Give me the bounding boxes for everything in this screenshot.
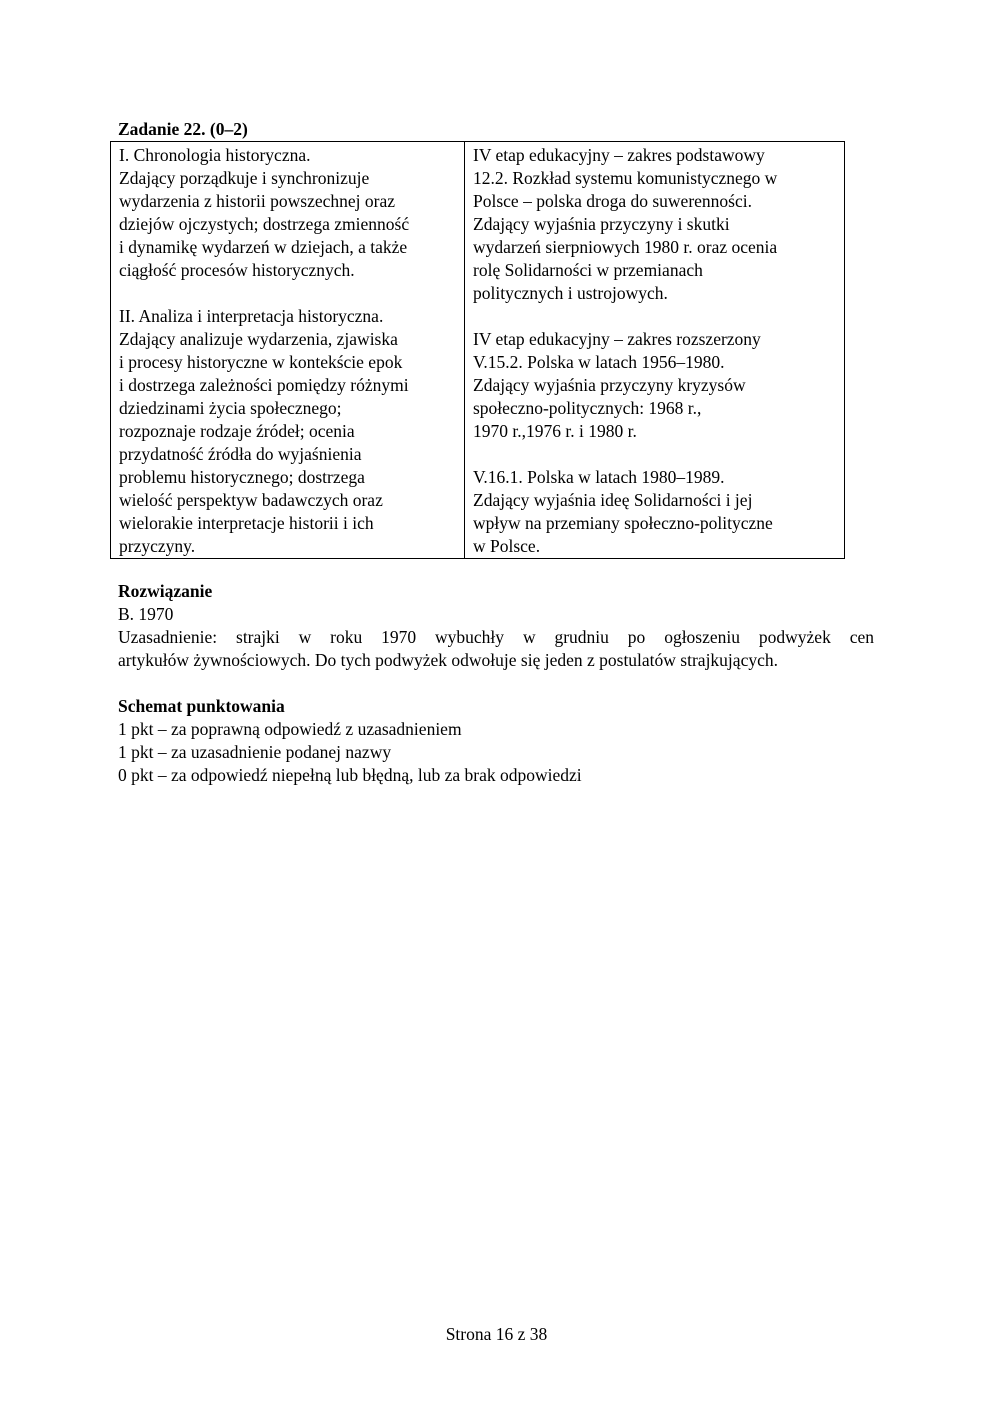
req-right-line: 12.2. Rozkład systemu komunistycznego w xyxy=(473,168,778,188)
solution-justification-line: artykułów żywnościowych. Do tych podwyżek odwołuje się jeden z postulatów strajkujących. xyxy=(118,650,778,670)
req-right-line: wpływ na przemiany społeczno-polityczne xyxy=(473,513,773,533)
spacer xyxy=(473,443,836,466)
req-right-line: IV etap edukacyjny – zakres podstawowy xyxy=(473,145,765,165)
scoring-item: 1 pkt – za uzasadnienie podanej nazwy xyxy=(118,742,392,762)
scoring-item: 0 pkt – za odpowiedź niepełną lub błędną, lub za brak odpowiedzi xyxy=(118,765,582,785)
req-right-line: Zdający wyjaśnia przyczyny kryzysów xyxy=(473,375,746,395)
req-left-line: wielość perspektyw badawczych oraz xyxy=(119,490,383,510)
spacer xyxy=(473,305,836,328)
requirements-row xyxy=(111,142,845,559)
req-left-line: przydatność źródła do wyjaśnienia xyxy=(119,444,362,464)
req-left-line: Zdający analizuje wydarzenia, zjawiska xyxy=(119,329,398,349)
scoring-heading: Schemat punktowania xyxy=(118,696,285,716)
general-requirements-cell xyxy=(111,142,465,559)
req-right-line: IV etap edukacyjny – zakres rozszerzony xyxy=(473,329,761,349)
req-right-line: Polsce – polska droga do suwerenności. xyxy=(473,191,752,211)
task-title: Zadanie 22. (0–2) xyxy=(118,119,248,139)
req-left-line: i dynamikę wydarzeń w dziejach, a także xyxy=(119,237,408,257)
req-right-line: rolę Solidarności w przemianach xyxy=(473,260,703,280)
req-right-line: w Polsce. xyxy=(473,536,541,556)
detailed-requirements-cell xyxy=(465,142,845,559)
req-left-line: i procesy historyczne w kontekście epok xyxy=(119,352,403,372)
req-left-line: II. Analiza i interpretacja historyczna. xyxy=(119,306,384,326)
scoring-item: 1 pkt – za poprawną odpowiedź z uzasadnieniem xyxy=(118,719,462,739)
req-right-line: V.16.1. Polska w latach 1980–1989. xyxy=(473,467,725,487)
requirements-table xyxy=(110,141,845,559)
req-right-line: politycznych i ustrojowych. xyxy=(473,283,668,303)
req-right-line: V.15.2. Polska w latach 1956–1980. xyxy=(473,352,725,372)
req-left-line: wielorakie interpretacje historii i ich xyxy=(119,513,374,533)
req-right-line: wydarzeń sierpniowych 1980 r. oraz ocenia xyxy=(473,237,778,257)
solution-heading: Rozwiązanie xyxy=(118,581,213,601)
solution-answer: B. 1970 xyxy=(118,604,174,624)
solution-justification-line: Uzasadnienie: strajki w roku 1970 wybuchły w grudniu po ogłoszeniu podwyżek cen xyxy=(118,627,874,647)
req-left-line: przyczyny. xyxy=(119,536,196,556)
req-left-line: rozpoznaje rodzaje źródeł; ocenia xyxy=(119,421,355,441)
spacer xyxy=(119,282,456,305)
req-right-line: społeczno-politycznych: 1968 r., xyxy=(473,398,702,418)
req-left-line: dziedzinami życia społecznego; xyxy=(119,398,342,418)
req-left-line: I. Chronologia historyczna. xyxy=(119,145,311,165)
solution-section xyxy=(118,580,874,672)
req-right-line: 1970 r.,1976 r. i 1980 r. xyxy=(473,421,637,441)
req-left-line: Zdający porządkuje i synchronizuje xyxy=(119,168,370,188)
req-left-line: i dostrzega zależności pomiędzy różnymi xyxy=(119,375,409,395)
req-left-line: ciągłość procesów historycznych. xyxy=(119,260,355,280)
req-left-line: problemu historycznego; dostrzega xyxy=(119,467,365,487)
req-left-line: dziejów ojczystych; dostrzega zmienność xyxy=(119,214,410,234)
req-right-line: Zdający wyjaśnia przyczyny i skutki xyxy=(473,214,730,234)
req-right-line: Zdający wyjaśnia ideę Solidarności i jej xyxy=(473,490,753,510)
req-left-line: wydarzenia z historii powszechnej oraz xyxy=(119,191,395,211)
page-number: Strona 16 z 38 xyxy=(445,1324,548,1344)
scoring-section xyxy=(118,695,874,787)
